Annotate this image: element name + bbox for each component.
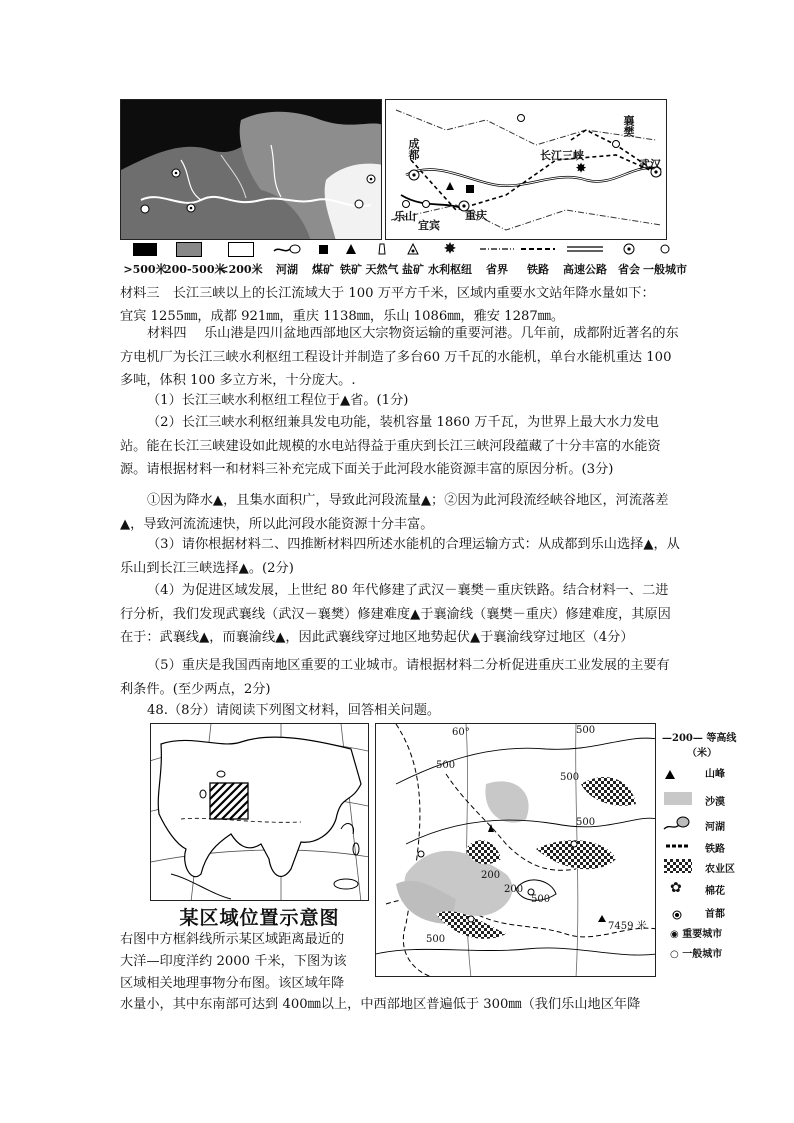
legend-label: 铁路 — [527, 263, 549, 276]
terrain-map-graphic — [121, 100, 382, 240]
side-text-line2: 大洋—印度洋约 2000 千米，下图为该 — [120, 954, 347, 969]
svg-text:✸: ✸ — [576, 161, 587, 175]
cotton-icon: ✿ — [670, 880, 682, 896]
location-map — [150, 723, 369, 901]
legend-desert-label: 沙漠 — [705, 797, 725, 808]
legend-label: 省会 — [618, 263, 640, 276]
hydro-hub-icon: ✸ — [444, 241, 456, 257]
label-contour-500a: 500 — [576, 725, 596, 736]
legend-contour-label: —200— 等高线 — [662, 733, 737, 744]
highway-icon — [567, 245, 603, 253]
peak-icon — [664, 765, 676, 784]
question-3: （3）请你根据材料二、四推断材料四所述水能机的合理运输方式：从成都到乐山选择▲，从乐山到长江三峡选择▲。(2分) — [120, 537, 680, 576]
legend-label: 河湖 — [276, 263, 298, 276]
question-1: （1）长江三峡水利枢纽工程位于▲省。(1分) — [147, 393, 409, 408]
legend-item — [120, 240, 170, 277]
legend-cotton-label: 棉花 — [705, 886, 725, 897]
material-3-line2: 宜宾 1255㎜，成都 921㎜，重庆 1138㎜，乐山 1086㎜，雅安 1287㎜。 — [120, 309, 565, 324]
legend-label: 水利枢纽 — [428, 263, 472, 276]
question-2-answer: ①因为降水▲，且集水面积广，导致此河段流量▲；②因为此河段流经峡谷地区，河流落差▲，导致河流流速快，所以此河段水能资源十分丰富。 — [120, 493, 669, 532]
label-chengdu: 成都 — [407, 138, 420, 160]
provincial-capital-icon — [623, 243, 635, 255]
province-border-icon — [480, 246, 514, 252]
label-xiangfan: 襄樊 — [622, 115, 635, 137]
legend-label: 一般城市 — [643, 263, 687, 276]
distribution-map-graphic — [376, 724, 656, 977]
material-4: 材料四 乐山港是四川盆地西部地区大宗物资运输的重要河港。几年前，成都附近著名的东方电机厂为长江三峡水利枢纽工程设计并制造了多台60 万千瓦的水能机，单台水能机重达 100 多吨，体积 100 多立方米，十分庞大。. — [120, 326, 679, 389]
legend-item — [164, 240, 226, 277]
side-text-line3: 区域相关地理事物分布图。该区域年降 — [120, 976, 345, 991]
label-wuhan: 武汉 — [639, 158, 661, 171]
legend-river-label: 河湖 — [705, 822, 725, 833]
legend-label: 省界 — [486, 263, 508, 276]
label-three-gorges: 长江三峡 — [540, 149, 584, 162]
natural-gas-icon — [376, 243, 388, 255]
label-contour-500d: 500 — [576, 817, 596, 828]
question-48-heading: 48.（8分）请阅读下列图文材料，回答相关问题。 — [147, 703, 441, 718]
legend-unit-label: （米） — [687, 748, 717, 759]
label-leshan: 乐山 — [394, 210, 416, 223]
legend-label: >500米 — [123, 263, 167, 276]
farm-area-icon — [664, 858, 692, 877]
legend-label: 200-500米 — [164, 263, 226, 276]
railway-icon — [521, 246, 555, 252]
question-5: （5）重庆是我国西南地区重要的工业城市。请根据材料二分析促进重庆工业发展的主要有利条件。(至少两点，2分) — [120, 658, 670, 697]
legend-label: 高速公路 — [563, 263, 607, 276]
legend-item — [425, 240, 475, 277]
label-contour-500b: 500 — [436, 760, 456, 771]
label-contour-200b: 200 — [504, 884, 524, 895]
railway-icon — [664, 838, 692, 857]
location-map-graphic — [151, 724, 369, 901]
label-contour-500e: 500 — [531, 894, 551, 905]
legend-railway-label: 铁路 — [705, 844, 725, 855]
legend-capital-label: 首都 — [705, 909, 725, 920]
legend-label: 盐矿 — [402, 263, 424, 276]
river-lake-icon — [662, 815, 690, 837]
legend-label: 煤矿 — [312, 263, 334, 276]
transport-map — [385, 99, 667, 240]
label-peak-height: 7459 米 — [608, 921, 647, 932]
legend-item — [513, 240, 563, 277]
material-3-line1: 材料三 长江三峡以上的长江流域大于 100 万平方千米，区域内重要水文站年降水量如下： — [120, 286, 655, 301]
legend-major-city-label: ◉ 重要城市 — [670, 929, 723, 940]
capital-icon — [672, 905, 682, 924]
label-contour-500c: 500 — [560, 772, 580, 783]
location-map-caption: 某区域位置示意图 — [179, 907, 340, 929]
distribution-map — [375, 723, 656, 977]
label-chongqing: 重庆 — [465, 209, 487, 222]
label-lat60: 60° — [452, 727, 470, 738]
label-yibin: 宜宾 — [418, 219, 440, 232]
legend-label: 铁矿 — [340, 263, 362, 276]
label-contour-500f: 500 — [426, 934, 446, 945]
top-map-legend — [120, 240, 687, 282]
side-text-bottom: 水量小，其中东南部可达到 400㎜以上，中西部地区普遍低于 300㎜（我们乐山地区年降 — [120, 997, 641, 1012]
question-2: （2）长江三峡水利枢纽兼具发电功能，装机容量 1860 万千瓦，为世界上最大水力发电站。能在长江三峡建设如此规模的水电站得益于重庆到长江三峡河段蕴藏了十分丰富的水能资源。请根据材料一和材料三补充完成下面关于此河段水能资源丰富的原因分析。(3分) — [120, 415, 661, 478]
legend-peak-label: 山峰 — [705, 769, 725, 780]
legend-general-city-label: ○ 一般城市 — [670, 949, 723, 960]
low-elevation-swatch — [228, 242, 254, 257]
mid-elevation-swatch — [176, 242, 202, 257]
salt-mine-icon — [407, 243, 419, 255]
high-elevation-swatch — [133, 243, 157, 256]
legend-farm-label: 农业区 — [705, 864, 735, 875]
iron-mine-icon — [345, 243, 357, 255]
side-text-line1: 右图中方框斜线所示某区域距离最近的 — [120, 932, 345, 947]
terrain-map — [120, 99, 382, 240]
legend-item — [216, 240, 266, 277]
question-4: （4）为促进区域发展，上世纪 80 年代修建了武汉－襄樊－重庆铁路。结合材料一、二进行分析，我们发现武襄线（武汉－襄樊）修建难度▲于襄渝线（襄樊－重庆）修建难度，其原因在于：武襄线▲，而襄渝线▲，因此武襄线穿过地区地势起伏▲于襄渝线穿过地区（4分） — [120, 583, 671, 646]
river-lake-icon — [273, 242, 301, 256]
legend-label: <200米 — [219, 263, 263, 276]
label-contour-200a: 200 — [481, 870, 501, 881]
general-city-icon — [659, 243, 671, 255]
legend-item — [640, 240, 690, 277]
legend-label: 天然气 — [365, 263, 399, 276]
legend-item — [560, 240, 610, 277]
desert-icon — [664, 792, 692, 805]
